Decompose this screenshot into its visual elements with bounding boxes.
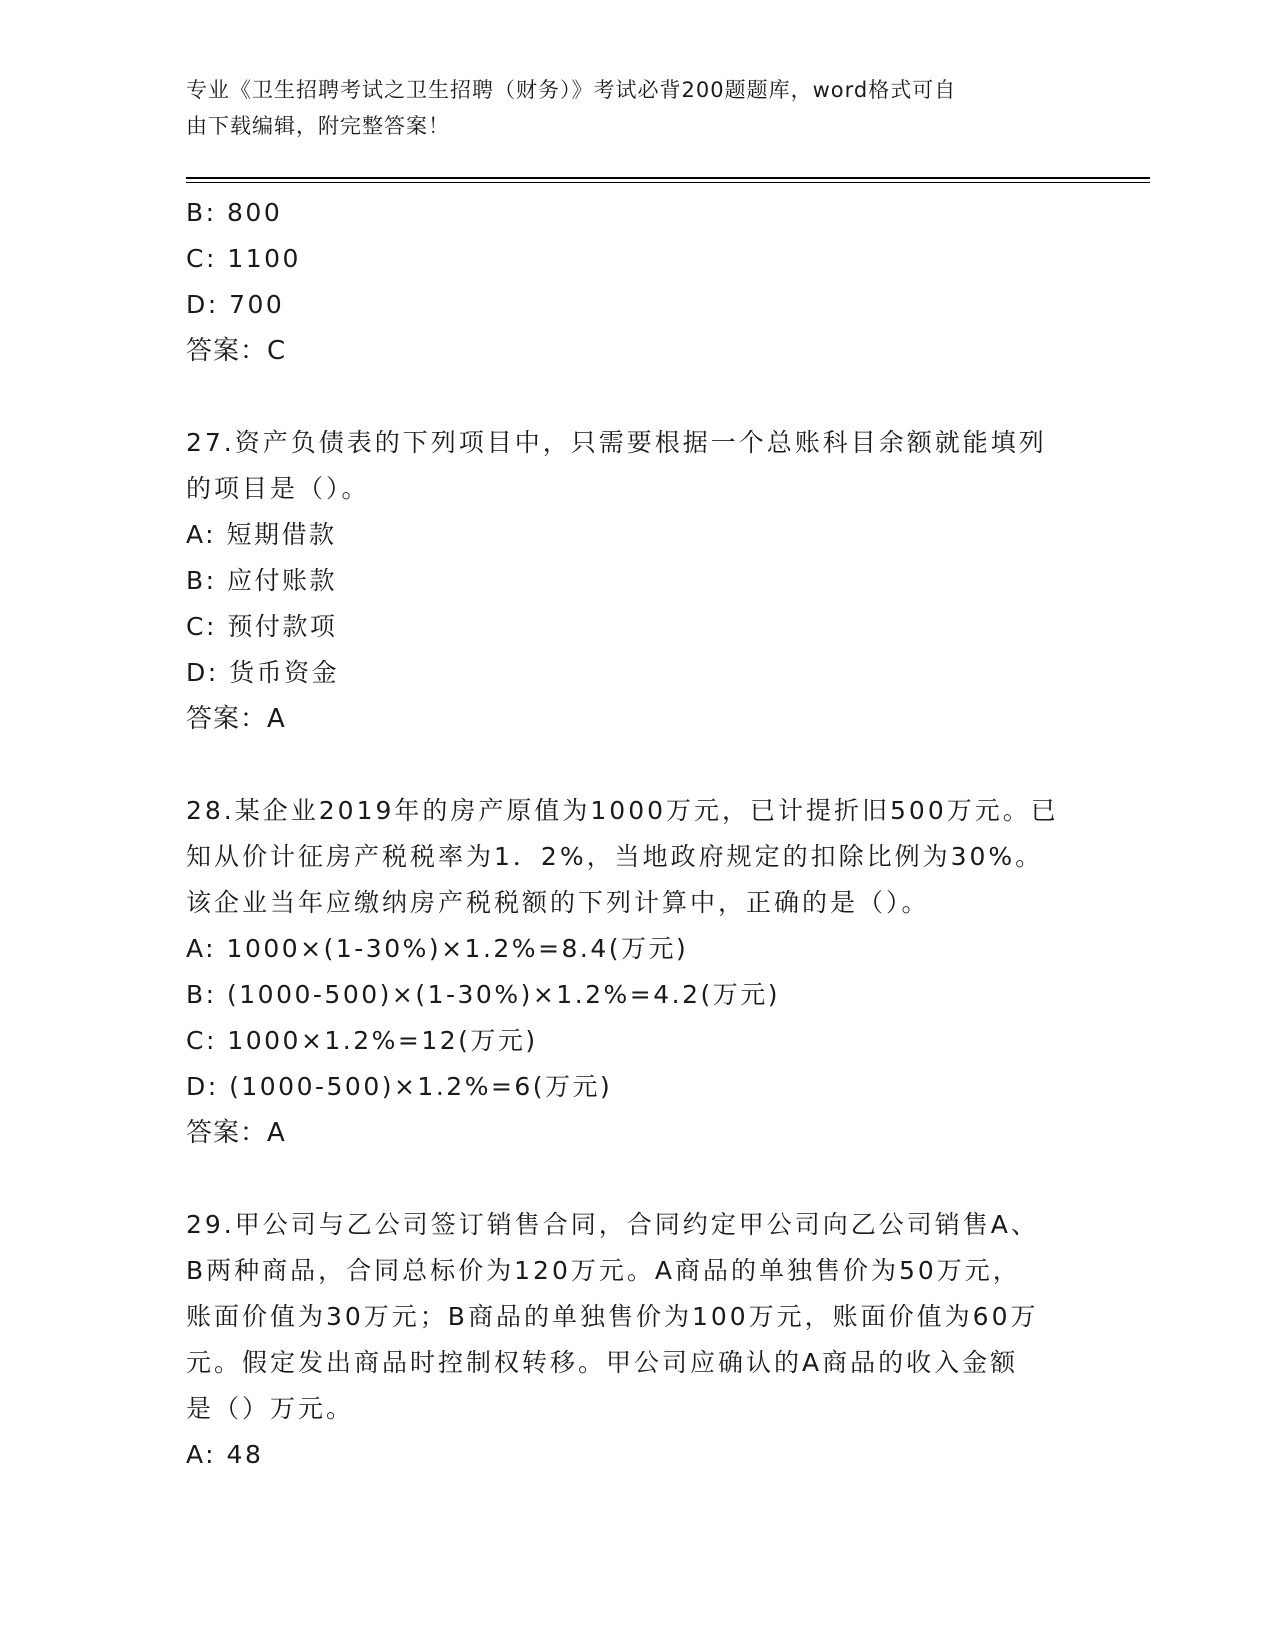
question-stem-line: 是（）万元。 [186, 1394, 355, 1423]
header-line-1: 专业《卫生招聘考试之卫生招聘（财务）》考试必背200题题库，word格式可自 [186, 78, 957, 102]
option-b: B: (1000-500)×(1-30%)×1.2%=4.2(万元) [186, 980, 781, 1009]
option-a: A: 1000×(1-30%)×1.2%=8.4(万元) [186, 934, 689, 963]
answer-line: 答案：A [186, 704, 286, 734]
question-stem-line: 28.某企业2019年的房产原值为1000万元，已计提折旧500万元。已 [186, 796, 1059, 825]
option-a: A: 48 [186, 1440, 264, 1469]
option-b: B: 应付账款 [186, 566, 338, 595]
document-body [186, 190, 1076, 1478]
option-c: C: 1100 [186, 244, 301, 273]
answer-line: 答案：A [186, 1118, 286, 1148]
option-d: D: (1000-500)×1.2%=6(万元) [186, 1072, 613, 1101]
option-d: D: 700 [186, 290, 285, 319]
document-header [186, 72, 1066, 144]
question-stem-line: 29.甲公司与乙公司签订销售合同，合同约定甲公司向乙公司销售A、 [186, 1210, 1039, 1239]
answer-line: 答案：C [186, 336, 287, 366]
header-divider-thick [186, 177, 1150, 179]
prev-question [186, 190, 1076, 374]
question-27 [186, 420, 1076, 742]
header-divider-thin [186, 182, 1150, 183]
question-stem-line: B两种商品，合同总标价为120万元。A商品的单独售价为50万元， [186, 1256, 1021, 1285]
spacer [186, 374, 1076, 420]
option-a: A: 短期借款 [186, 520, 337, 549]
question-stem-line: 知从价计征房产税税率为1．2%，当地政府规定的扣除比例为30%。 [186, 842, 1044, 871]
question-stem-line: 的项目是（）。 [186, 474, 370, 503]
option-d: D: 货币资金 [186, 658, 340, 687]
question-28 [186, 788, 1076, 1156]
question-stem-line: 元。假定发出商品时控制权转移。甲公司应确认的A商品的收入金额 [186, 1348, 1019, 1377]
spacer [186, 742, 1076, 788]
option-c: C: 1000×1.2%=12(万元) [186, 1026, 538, 1055]
question-stem-line: 该企业当年应缴纳房产税税额的下列计算中，正确的是（）。 [186, 888, 930, 917]
spacer [186, 1156, 1076, 1202]
question-stem-line: 账面价值为30万元；B商品的单独售价为100万元，账面价值为60万 [186, 1302, 1039, 1331]
option-b: B: 800 [186, 198, 283, 227]
question-29 [186, 1202, 1076, 1478]
question-stem-line: 27.资产负债表的下列项目中，只需要根据一个总账科目余额就能填列 [186, 428, 1047, 457]
option-c: C: 预付款项 [186, 612, 338, 641]
header-line-2: 由下载编辑，附完整答案！ [186, 114, 450, 138]
